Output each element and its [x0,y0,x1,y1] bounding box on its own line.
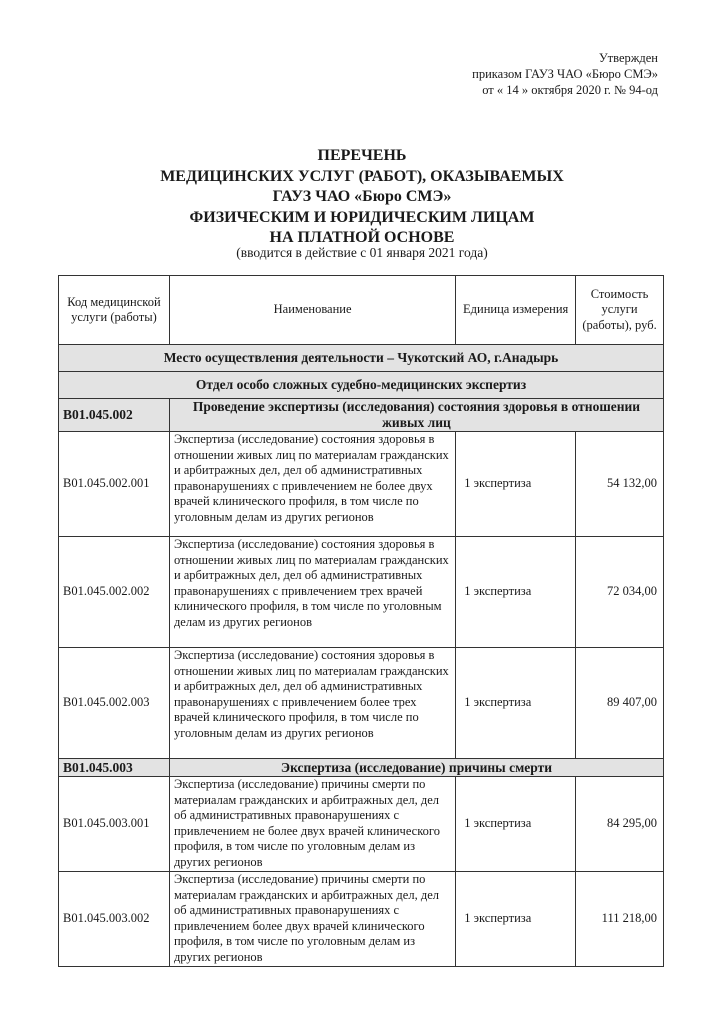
table-row [59,537,664,648]
title-line-4: ФИЗИЧЕСКИМ И ЮРИДИЧЕСКИМ ЛИЦАМ [189,208,535,226]
group-row [59,759,664,777]
service-price: 89 407,00 [576,648,664,759]
service-unit: 1 экспертиза [456,432,576,537]
group-code: B01.045.003 [59,759,170,777]
service-price: 54 132,00 [576,432,664,537]
title-line-1: ПЕРЕЧЕНЬ [317,147,407,164]
group-code: B01.045.002 [59,399,170,432]
service-name: Экспертиза (исследование) причины смерти по материалам гражданских и арбитражных дел, дел об административных правонарушениях с привлечением не более двух врачей клинического профиля, в том числе по уголовным делам из других регионов [169,777,455,872]
service-unit: 1 экспертиза [456,537,576,648]
table-row [59,777,664,872]
service-name: Экспертиза (исследование) состояния здоровья в отношении живых лиц по материалам гражданских и арбитражных дел, дел об административных правонарушениях с привлечением трех врачей клинического профиля, в том числе по уголовным делам из других регионов [169,537,455,648]
service-unit: 1 экспертиза [456,648,576,759]
table-row [59,648,664,759]
table-row [59,432,664,537]
header-code: Код медицинской услуги (работы) [59,276,170,345]
table-row [59,872,664,967]
service-price: 111 218,00 [576,872,664,967]
department-row [59,372,664,399]
title-line-3: ГАУЗ ЧАО «Бюро СМЭ» [272,188,452,205]
department-cell: Отдел особо сложных судебно-медицинских экспертиз [59,372,664,399]
approval-stamp [472,50,658,98]
title-line-5: НА ПЛАТНОЙ ОСНОВЕ [269,229,455,246]
group-row [59,399,664,432]
header-price: Стоимость услуги (работы), руб. [576,276,664,345]
approval-line-2: приказом ГАУЗ ЧАО «Бюро СМЭ» [472,67,658,81]
document-subtitle: (вводится в действие с 01 января 2021 года) [236,245,488,260]
service-name: Экспертиза (исследование) причины смерти по материалам гражданских и арбитражных дел, дел об административных правонарушениях с привлечением более двух врачей клинического профиля, в том числе по уголовным делам из других регионов [169,872,455,967]
group-name: Экспертиза (исследование) причины смерти [169,759,663,777]
group-name: Проведение экспертизы (исследования) состояния здоровья в отношении живых лиц [169,399,663,432]
service-price: 84 295,00 [576,777,664,872]
header-name: Наименование [169,276,455,345]
location-cell: Место осуществления деятельности – Чукотский АО, г.Анадырь [59,345,664,372]
document-title [0,146,724,249]
service-name: Экспертиза (исследование) состояния здоровья в отношении живых лиц по материалам гражданских и арбитражных дел, дел об административных правонарушениях с привлечением более трех врачей клинического профиля, в том числе по уголовным делам из других регионов [169,648,455,759]
service-code: B01.045.003.001 [59,777,170,872]
service-price: 72 034,00 [576,537,664,648]
service-code: B01.045.002.003 [59,648,170,759]
header-unit: Единица измерения [456,276,576,345]
service-code: B01.045.002.001 [59,432,170,537]
title-line-2: МЕДИЦИНСКИХ УСЛУГ (РАБОТ), ОКАЗЫВАЕМЫХ [160,167,564,185]
service-unit: 1 экспертиза [456,872,576,967]
location-row [59,345,664,372]
service-code: B01.045.003.002 [59,872,170,967]
service-name: Экспертиза (исследование) состояния здоровья в отношении живых лиц по материалам гражданских и арбитражных дел, дел об административных правонарушениях с привлечением не более двух врачей клинического профиля, в том числе по уголовным делам из других регионов [169,432,455,537]
service-code: B01.045.002.002 [59,537,170,648]
service-unit: 1 экспертиза [456,777,576,872]
approval-line-3: от « 14 » октября 2020 г. № 94-од [482,83,658,97]
price-list-table [58,275,664,967]
approval-line-1: Утвержден [598,51,658,65]
table-header-row [59,276,664,345]
